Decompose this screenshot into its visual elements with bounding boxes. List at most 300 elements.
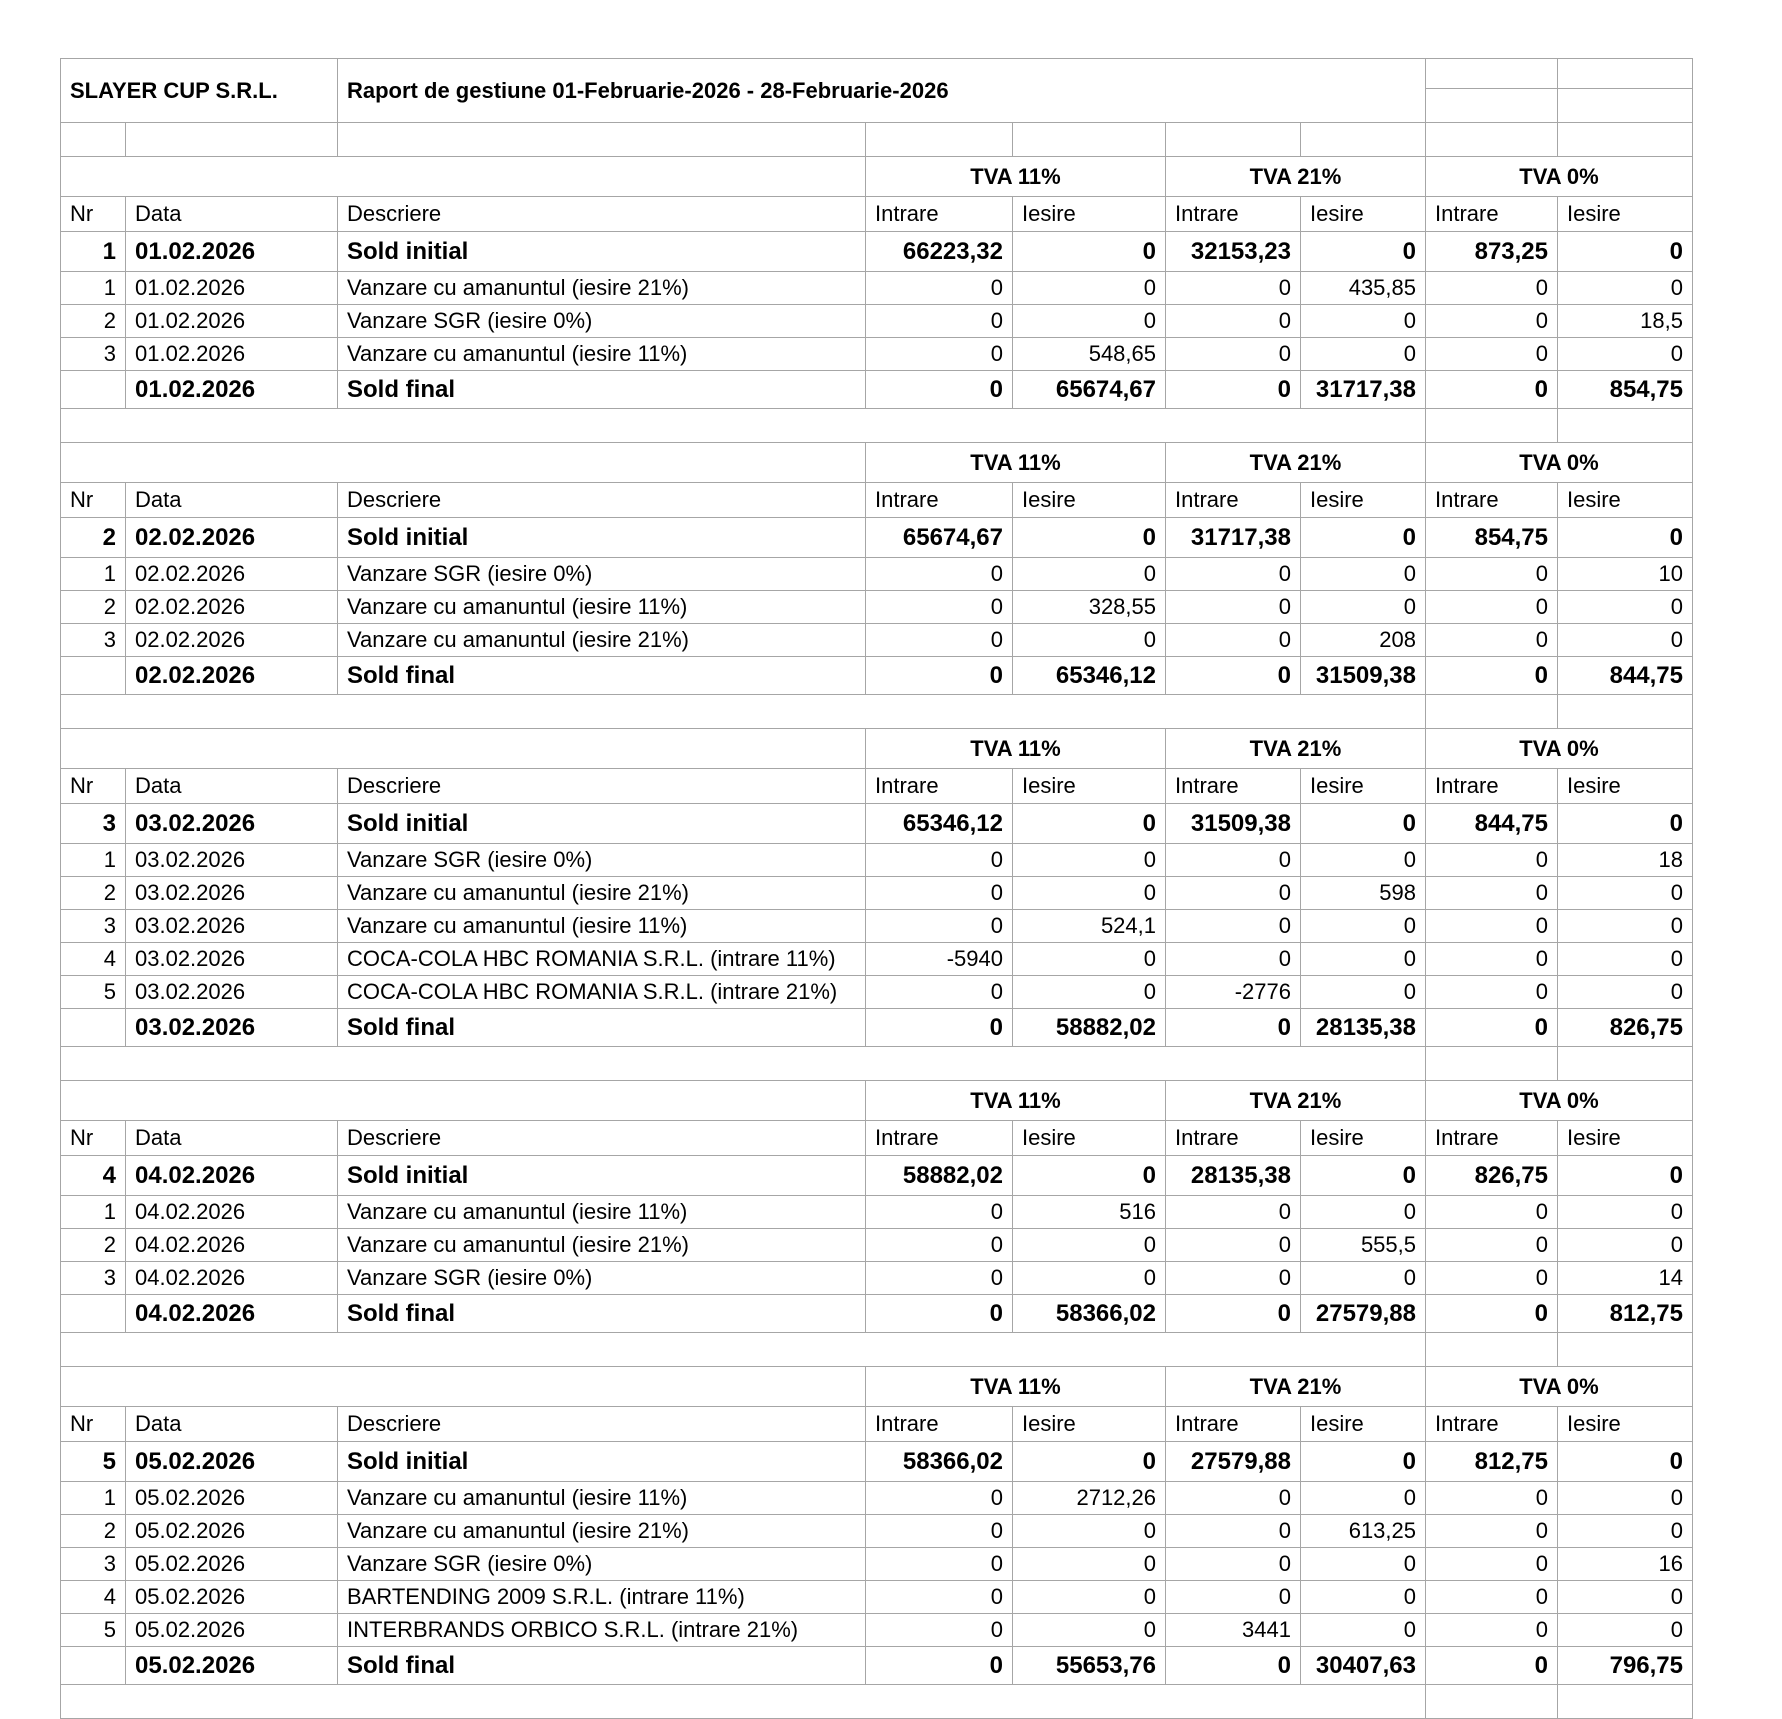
description-cell: Sold initial	[338, 1156, 866, 1196]
gap-lead-cell	[61, 1333, 1426, 1367]
col-header-intrare: Intrare	[1166, 197, 1301, 232]
empty-cell	[1426, 695, 1558, 729]
col-header-intrare: Intrare	[1166, 483, 1301, 518]
value-cell: 32153,23	[1166, 232, 1301, 272]
value-cell: 0	[1426, 1548, 1558, 1581]
value-cell: 0	[1558, 910, 1693, 943]
value-cell: 0	[1301, 232, 1426, 272]
empty-cell	[1166, 123, 1301, 157]
value-cell: 0	[1426, 1009, 1558, 1047]
description-cell: Vanzare cu amanuntul (iesire 11%)	[338, 1482, 866, 1515]
tva-header-lead-cell	[61, 1081, 866, 1121]
nr-cell: 1	[61, 272, 126, 305]
tva-group-label: TVA 21%	[1166, 1367, 1426, 1407]
tva-header-lead-cell	[61, 729, 866, 769]
col-header-intrare: Intrare	[1166, 769, 1301, 804]
value-cell: 0	[1166, 338, 1301, 371]
nr-cell: 5	[61, 1442, 126, 1482]
value-cell: 844,75	[1426, 804, 1558, 844]
transaction-row	[61, 624, 1693, 657]
sold-initial-row	[61, 1156, 1693, 1196]
value-cell: 0	[1426, 657, 1558, 695]
value-cell: 14	[1558, 1262, 1693, 1295]
value-cell: 0	[1301, 591, 1426, 624]
value-cell: 0	[1558, 1482, 1693, 1515]
col-header-iesire: Iesire	[1013, 483, 1166, 518]
value-cell: 3441	[1166, 1614, 1301, 1647]
nr-cell: 3	[61, 624, 126, 657]
value-cell: 28135,38	[1166, 1156, 1301, 1196]
col-header-descriere: Descriere	[338, 1121, 866, 1156]
description-cell: Vanzare cu amanuntul (iesire 11%)	[338, 1196, 866, 1229]
tva-header-row	[61, 157, 1693, 197]
value-cell: 58366,02	[1013, 1295, 1166, 1333]
col-header-data: Data	[126, 197, 338, 232]
nr-cell	[61, 1009, 126, 1047]
value-cell: 0	[1426, 877, 1558, 910]
nr-cell: 1	[61, 844, 126, 877]
value-cell: 0	[1166, 1196, 1301, 1229]
value-cell: 0	[1301, 844, 1426, 877]
tva-group-label: TVA 21%	[1166, 1081, 1426, 1121]
value-cell: 0	[1013, 624, 1166, 657]
column-header-row	[61, 769, 1693, 804]
col-header-iesire: Iesire	[1558, 483, 1693, 518]
value-cell: 0	[1166, 371, 1301, 409]
tva-header-row	[61, 1081, 1693, 1121]
value-cell: 0	[1166, 1482, 1301, 1515]
date-cell: 05.02.2026	[126, 1614, 338, 1647]
empty-cell	[1558, 59, 1693, 89]
date-cell: 01.02.2026	[126, 272, 338, 305]
value-cell: 10	[1558, 558, 1693, 591]
description-cell: Sold final	[338, 371, 866, 409]
sold-initial-row	[61, 232, 1693, 272]
value-cell: 0	[1166, 910, 1301, 943]
col-header-data: Data	[126, 1121, 338, 1156]
sold-initial-row	[61, 804, 1693, 844]
description-cell: Sold final	[338, 657, 866, 695]
value-cell: 0	[1166, 305, 1301, 338]
value-cell: 0	[1013, 1262, 1166, 1295]
value-cell: 812,75	[1558, 1295, 1693, 1333]
transaction-row	[61, 1482, 1693, 1515]
value-cell: 0	[1301, 338, 1426, 371]
description-cell: Vanzare SGR (iesire 0%)	[338, 305, 866, 338]
value-cell: 0	[1558, 1614, 1693, 1647]
tva-group-label: TVA 11%	[866, 1367, 1166, 1407]
description-cell: Vanzare cu amanuntul (iesire 21%)	[338, 877, 866, 910]
empty-cell	[61, 123, 126, 157]
value-cell: 31509,38	[1301, 657, 1426, 695]
column-header-row	[61, 483, 1693, 518]
description-cell: Sold initial	[338, 804, 866, 844]
value-cell: 0	[1558, 804, 1693, 844]
tva-header-lead-cell	[61, 1367, 866, 1407]
col-header-nr: Nr	[61, 769, 126, 804]
date-cell: 02.02.2026	[126, 558, 338, 591]
value-cell: 0	[1166, 272, 1301, 305]
value-cell: 0	[1013, 272, 1166, 305]
col-header-iesire: Iesire	[1013, 769, 1166, 804]
empty-cell	[1426, 89, 1558, 123]
nr-cell: 3	[61, 1262, 126, 1295]
nr-cell: 5	[61, 1614, 126, 1647]
col-header-intrare: Intrare	[866, 197, 1013, 232]
value-cell: 826,75	[1426, 1156, 1558, 1196]
description-cell: Sold initial	[338, 518, 866, 558]
value-cell: 0	[866, 1515, 1013, 1548]
value-cell: 31717,38	[1301, 371, 1426, 409]
value-cell: 0	[1301, 1156, 1426, 1196]
value-cell: 0	[1166, 657, 1301, 695]
value-cell: 0	[1558, 518, 1693, 558]
date-cell: 03.02.2026	[126, 943, 338, 976]
value-cell: 854,75	[1558, 371, 1693, 409]
value-cell: 0	[1301, 305, 1426, 338]
transaction-row	[61, 943, 1693, 976]
description-cell: Vanzare cu amanuntul (iesire 21%)	[338, 1515, 866, 1548]
date-cell: 05.02.2026	[126, 1548, 338, 1581]
description-cell: Vanzare cu amanuntul (iesire 11%)	[338, 910, 866, 943]
value-cell: 0	[1013, 558, 1166, 591]
value-cell: 0	[1166, 1295, 1301, 1333]
value-cell: 0	[866, 1548, 1013, 1581]
spacer-row	[61, 123, 1693, 157]
col-header-iesire: Iesire	[1558, 197, 1693, 232]
header-row	[61, 59, 1693, 89]
transaction-row	[61, 1262, 1693, 1295]
value-cell: 0	[866, 877, 1013, 910]
col-header-intrare: Intrare	[1166, 1407, 1301, 1442]
date-cell: 05.02.2026	[126, 1515, 338, 1548]
value-cell: 328,55	[1013, 591, 1166, 624]
value-cell: 0	[1301, 1262, 1426, 1295]
col-header-descriere: Descriere	[338, 483, 866, 518]
empty-cell	[1558, 409, 1693, 443]
nr-cell: 4	[61, 943, 126, 976]
transaction-row	[61, 1196, 1693, 1229]
value-cell: 65674,67	[866, 518, 1013, 558]
value-cell: 0	[1166, 844, 1301, 877]
transaction-row	[61, 305, 1693, 338]
column-header-row	[61, 197, 1693, 232]
gap-row	[61, 1685, 1693, 1719]
date-cell: 03.02.2026	[126, 804, 338, 844]
value-cell: 65674,67	[1013, 371, 1166, 409]
transaction-row	[61, 338, 1693, 371]
tva-group-label: TVA 11%	[866, 729, 1166, 769]
nr-cell: 3	[61, 1548, 126, 1581]
date-cell: 04.02.2026	[126, 1229, 338, 1262]
description-cell: Vanzare SGR (iesire 0%)	[338, 558, 866, 591]
nr-cell: 2	[61, 1229, 126, 1262]
col-header-intrare: Intrare	[1166, 1121, 1301, 1156]
value-cell: 0	[1301, 1196, 1426, 1229]
empty-cell	[338, 123, 866, 157]
value-cell: 0	[1301, 943, 1426, 976]
nr-cell: 3	[61, 338, 126, 371]
nr-cell: 1	[61, 1482, 126, 1515]
description-cell: Vanzare SGR (iesire 0%)	[338, 1262, 866, 1295]
value-cell: 0	[1013, 976, 1166, 1009]
nr-cell: 2	[61, 591, 126, 624]
value-cell: 0	[866, 338, 1013, 371]
empty-cell	[1558, 1047, 1693, 1081]
value-cell: 0	[1013, 518, 1166, 558]
col-header-iesire: Iesire	[1301, 197, 1426, 232]
col-header-iesire: Iesire	[1301, 1121, 1426, 1156]
date-cell: 01.02.2026	[126, 305, 338, 338]
tva-header-row	[61, 729, 1693, 769]
value-cell: 0	[1301, 558, 1426, 591]
date-cell: 02.02.2026	[126, 518, 338, 558]
col-header-nr: Nr	[61, 483, 126, 518]
value-cell: 0	[866, 591, 1013, 624]
tva-group-label: TVA 0%	[1426, 1081, 1693, 1121]
gap-lead-cell	[61, 409, 1426, 443]
value-cell: 0	[1426, 910, 1558, 943]
transaction-row	[61, 910, 1693, 943]
value-cell: 0	[866, 272, 1013, 305]
nr-cell: 2	[61, 518, 126, 558]
value-cell: 0	[1558, 1442, 1693, 1482]
value-cell: 0	[1426, 591, 1558, 624]
value-cell: 0	[1426, 305, 1558, 338]
value-cell: 0	[1166, 591, 1301, 624]
gap-lead-cell	[61, 1685, 1426, 1719]
date-cell: 04.02.2026	[126, 1295, 338, 1333]
nr-cell	[61, 1295, 126, 1333]
col-header-iesire: Iesire	[1013, 1407, 1166, 1442]
date-cell: 03.02.2026	[126, 1009, 338, 1047]
transaction-row	[61, 844, 1693, 877]
date-cell: 01.02.2026	[126, 232, 338, 272]
empty-cell	[1558, 1685, 1693, 1719]
value-cell: -5940	[866, 943, 1013, 976]
value-cell: 0	[1301, 1614, 1426, 1647]
description-cell: Sold initial	[338, 232, 866, 272]
gap-row	[61, 409, 1693, 443]
description-cell: COCA-COLA HBC ROMANIA S.R.L. (intrare 21%)	[338, 976, 866, 1009]
col-header-descriere: Descriere	[338, 769, 866, 804]
nr-cell: 1	[61, 1196, 126, 1229]
value-cell: 0	[1013, 1156, 1166, 1196]
value-cell: 0	[866, 1295, 1013, 1333]
gap-row	[61, 1333, 1693, 1367]
value-cell: 0	[1426, 1482, 1558, 1515]
empty-cell	[1558, 1333, 1693, 1367]
value-cell: 0	[1558, 591, 1693, 624]
value-cell: 0	[866, 844, 1013, 877]
col-header-iesire: Iesire	[1013, 197, 1166, 232]
column-header-row	[61, 1121, 1693, 1156]
value-cell: 0	[1301, 518, 1426, 558]
value-cell: 0	[1013, 1581, 1166, 1614]
date-cell: 02.02.2026	[126, 591, 338, 624]
col-header-intrare: Intrare	[866, 1407, 1013, 1442]
empty-cell	[1558, 695, 1693, 729]
date-cell: 04.02.2026	[126, 1156, 338, 1196]
value-cell: 598	[1301, 877, 1426, 910]
company-name: SLAYER CUP S.R.L.	[61, 59, 338, 123]
value-cell: 0	[1426, 371, 1558, 409]
sold-final-row	[61, 657, 1693, 695]
col-header-intrare: Intrare	[1426, 197, 1558, 232]
value-cell: 0	[1013, 1548, 1166, 1581]
date-cell: 01.02.2026	[126, 338, 338, 371]
value-cell: 844,75	[1558, 657, 1693, 695]
gap-row	[61, 1047, 1693, 1081]
col-header-intrare: Intrare	[866, 769, 1013, 804]
description-cell: Vanzare cu amanuntul (iesire 11%)	[338, 338, 866, 371]
value-cell: 0	[1166, 624, 1301, 657]
value-cell: 0	[1166, 1009, 1301, 1047]
value-cell: 31509,38	[1166, 804, 1301, 844]
value-cell: 0	[1166, 558, 1301, 591]
empty-cell	[1558, 89, 1693, 123]
empty-cell	[1426, 1333, 1558, 1367]
description-cell: Sold final	[338, 1295, 866, 1333]
date-cell: 05.02.2026	[126, 1442, 338, 1482]
value-cell: 0	[1558, 272, 1693, 305]
tva-group-label: TVA 0%	[1426, 443, 1693, 483]
sold-final-row	[61, 1009, 1693, 1047]
report-sheet	[60, 58, 1693, 1719]
value-cell: 18,5	[1558, 305, 1693, 338]
value-cell: 0	[1426, 1614, 1558, 1647]
value-cell: 524,1	[1013, 910, 1166, 943]
col-header-descriere: Descriere	[338, 197, 866, 232]
date-cell: 04.02.2026	[126, 1262, 338, 1295]
value-cell: 55653,76	[1013, 1647, 1166, 1685]
value-cell: 27579,88	[1301, 1295, 1426, 1333]
nr-cell	[61, 371, 126, 409]
nr-cell: 3	[61, 910, 126, 943]
tva-group-label: TVA 11%	[866, 443, 1166, 483]
col-header-data: Data	[126, 769, 338, 804]
tva-group-label: TVA 11%	[866, 157, 1166, 197]
empty-cell	[1426, 1047, 1558, 1081]
transaction-row	[61, 1515, 1693, 1548]
nr-cell: 4	[61, 1156, 126, 1196]
value-cell: 0	[866, 1196, 1013, 1229]
value-cell: 58882,02	[1013, 1009, 1166, 1047]
value-cell: 0	[1426, 1196, 1558, 1229]
value-cell: 0	[866, 371, 1013, 409]
description-cell: COCA-COLA HBC ROMANIA S.R.L. (intrare 11%)	[338, 943, 866, 976]
value-cell: 0	[866, 1229, 1013, 1262]
empty-cell	[866, 123, 1013, 157]
value-cell: 0	[1166, 1647, 1301, 1685]
value-cell: 0	[866, 657, 1013, 695]
date-cell: 04.02.2026	[126, 1196, 338, 1229]
transaction-row	[61, 272, 1693, 305]
sold-final-row	[61, 371, 1693, 409]
value-cell: 0	[866, 1009, 1013, 1047]
report-table	[60, 58, 1693, 1719]
col-header-descriere: Descriere	[338, 1407, 866, 1442]
value-cell: 0	[1013, 1515, 1166, 1548]
nr-cell: 2	[61, 877, 126, 910]
transaction-row	[61, 1614, 1693, 1647]
value-cell: 613,25	[1301, 1515, 1426, 1548]
value-cell: 66223,32	[866, 232, 1013, 272]
description-cell: Vanzare SGR (iesire 0%)	[338, 844, 866, 877]
date-cell: 02.02.2026	[126, 657, 338, 695]
date-cell: 01.02.2026	[126, 371, 338, 409]
sold-final-row	[61, 1295, 1693, 1333]
value-cell: 0	[1558, 1156, 1693, 1196]
value-cell: 0	[1426, 1581, 1558, 1614]
value-cell: 873,25	[1426, 232, 1558, 272]
value-cell: 0	[866, 1262, 1013, 1295]
description-cell: INTERBRANDS ORBICO S.R.L. (intrare 21%)	[338, 1614, 866, 1647]
description-cell: Sold final	[338, 1647, 866, 1685]
value-cell: 0	[866, 1581, 1013, 1614]
col-header-nr: Nr	[61, 197, 126, 232]
value-cell: 0	[1301, 910, 1426, 943]
value-cell: 0	[1426, 1229, 1558, 1262]
tva-header-lead-cell	[61, 443, 866, 483]
value-cell: 0	[1013, 305, 1166, 338]
transaction-row	[61, 1229, 1693, 1262]
value-cell: 0	[1426, 1295, 1558, 1333]
tva-header-row	[61, 443, 1693, 483]
col-header-iesire: Iesire	[1558, 1407, 1693, 1442]
value-cell: 0	[1301, 1548, 1426, 1581]
description-cell: Sold initial	[338, 1442, 866, 1482]
col-header-iesire: Iesire	[1558, 769, 1693, 804]
value-cell: 0	[866, 558, 1013, 591]
tva-group-label: TVA 21%	[1166, 729, 1426, 769]
nr-cell: 2	[61, 1515, 126, 1548]
value-cell: 0	[1558, 624, 1693, 657]
value-cell: 826,75	[1558, 1009, 1693, 1047]
value-cell: 0	[1558, 338, 1693, 371]
value-cell: 548,65	[1013, 338, 1166, 371]
value-cell: 812,75	[1426, 1442, 1558, 1482]
tva-header-lead-cell	[61, 157, 866, 197]
value-cell: 0	[1013, 804, 1166, 844]
tva-group-label: TVA 0%	[1426, 729, 1693, 769]
value-cell: 0	[866, 1647, 1013, 1685]
sold-initial-row	[61, 518, 1693, 558]
col-header-intrare: Intrare	[1426, 483, 1558, 518]
value-cell: 0	[1301, 1442, 1426, 1482]
sold-final-row	[61, 1647, 1693, 1685]
value-cell: 0	[1426, 844, 1558, 877]
value-cell: 0	[1013, 232, 1166, 272]
col-header-iesire: Iesire	[1013, 1121, 1166, 1156]
description-cell: Sold final	[338, 1009, 866, 1047]
value-cell: 0	[1013, 877, 1166, 910]
value-cell: 0	[1426, 1647, 1558, 1685]
value-cell: 854,75	[1426, 518, 1558, 558]
value-cell: 0	[1558, 877, 1693, 910]
value-cell: 0	[1166, 1581, 1301, 1614]
empty-cell	[1558, 123, 1693, 157]
value-cell: 0	[1166, 1262, 1301, 1295]
transaction-row	[61, 1548, 1693, 1581]
value-cell: 58366,02	[866, 1442, 1013, 1482]
value-cell: 0	[866, 910, 1013, 943]
value-cell: 0	[866, 976, 1013, 1009]
col-header-data: Data	[126, 483, 338, 518]
value-cell: 0	[1558, 1196, 1693, 1229]
date-cell: 05.02.2026	[126, 1647, 338, 1685]
nr-cell: 2	[61, 305, 126, 338]
